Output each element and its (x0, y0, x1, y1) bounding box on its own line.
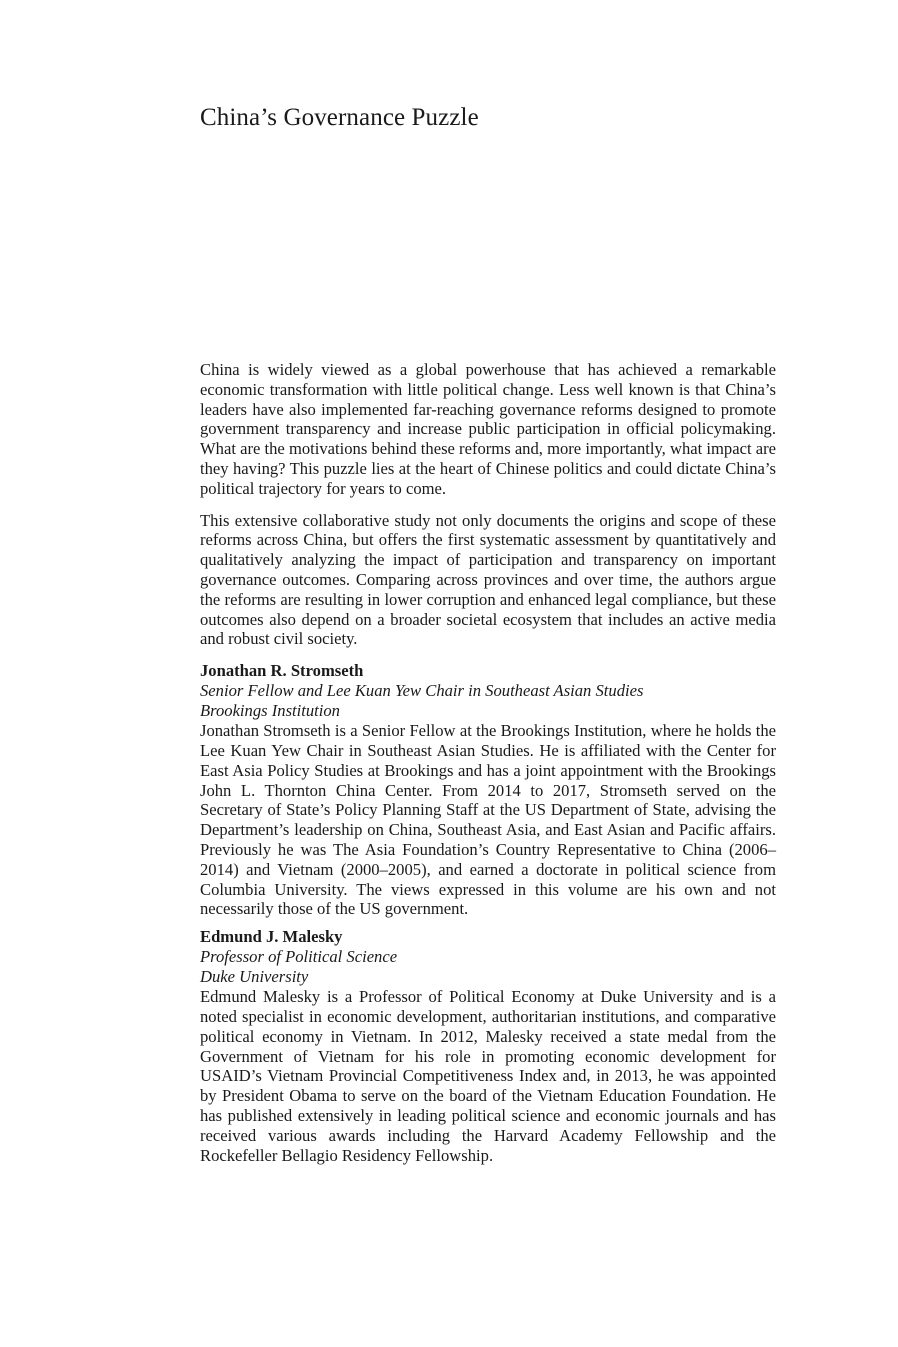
author-institution: Brookings Institution (200, 701, 340, 721)
blurb-body (200, 360, 776, 1173)
book-title: China’s Governance Puzzle (200, 104, 479, 131)
author-institution: Duke University (200, 967, 309, 987)
description-paragraph: China is widely viewed as a global powerhouse that has achieved a remarkable economic transformation with little political change. Less well known is that China’s leaders have also implemented far-reaching governance reforms designed to promote government transparency and increase public participation in official policymaking. What are the motivations behind these reforms and, more importantly, what impact are they having? This puzzle lies at the heart of Chinese politics and could dictate China’s political trajectory for years to come. (200, 360, 776, 498)
author-role: Senior Fellow and Lee Kuan Yew Chair in Southeast Asian Studies (200, 681, 644, 701)
author-entry (200, 927, 776, 1165)
author-role: Professor of Political Science (200, 947, 398, 967)
author-name: Jonathan R. Stromseth (200, 661, 364, 681)
author-bio: Edmund Malesky is a Professor of Political Economy at Duke University and is a noted specialist in economic development, authoritarian institutions, and comparative political economy in Vietnam. In 2012, Malesky received a state medal from the Government of Vietnam for his role in promoting economic development for USAID’s Vietnam Provincial Competitiveness Index and, in 2013, he was appointed by President Obama to serve on the board of the Vietnam Education Foundation. He has published extensively in leading political science and economic journals and has received various awards including the Harvard Academy Fellowship and the Rockefeller Bellagio Residency Fellowship. (200, 987, 776, 1165)
description-paragraph: This extensive collaborative study not only documents the origins and scope of these reforms across China, but offers the first systematic assessment by quantitatively and qualitatively analyzing the impact of participation and transparency on important governance outcomes. Comparing across provinces and over time, the authors argue the reforms are resulting in lower corruption and enhanced legal compliance, but these outcomes also depend on a broader societal ecosystem that includes an active media and robust civil society. (200, 510, 776, 649)
author-name: Edmund J. Malesky (200, 927, 343, 947)
author-bio: Jonathan Stromseth is a Senior Fellow at the Brookings Institution, where he holds the Lee Kuan Yew Chair in Southeast Asian Studies. He is affiliated with the Center for East Asia Policy Studies at Brookings and has a joint appointment with the Brookings John L. Thornton China Center. From 2014 to 2017, Stromseth served on the Secretary of State’s Policy Planning Staff at the US Department of State, advising the Department’s leadership on China, Southeast Asia, and East Asian and Pacific affairs. Previously he was The Asia Foundation’s Country Representative to China (2006–2014) and Vietnam (2000–2005), and earned a doctorate in political science from Columbia University. The views expressed in this volume are his own and not necessarily those of the US government. (200, 721, 776, 919)
author-entry (200, 661, 776, 919)
